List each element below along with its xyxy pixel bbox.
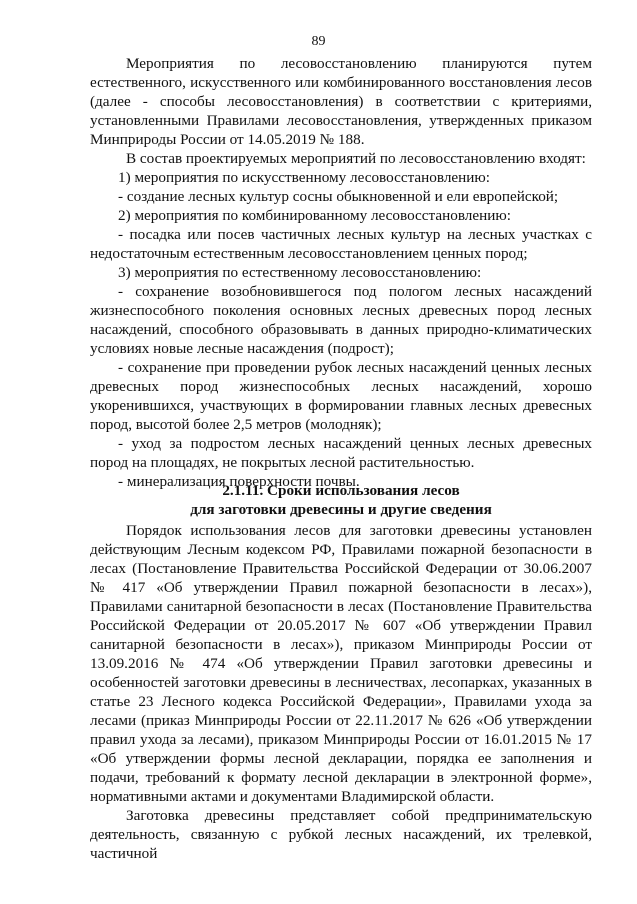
list-item-undergrowth-care: - уход за подростом лесных насаждений ценных лесных древесных пород на площадях, не покрытых лесной растительностью. (90, 435, 592, 471)
list-item-young-growth: - сохранение при проведении рубок лесных насаждений ценных лесных древесных пород жизнеспособных лесных насаждений, хорошо укоренившихся, участвующих в формировании главных лесных древесных пород, высотой более 2,5 метров (молодняк); (90, 359, 592, 433)
paragraph-planned-measures-intro: В состав проектируемых мероприятий по лесовосстановлению входят: (126, 150, 586, 167)
paragraph-logging-procedure: Порядок использования лесов для заготовки древесины установлен действующим Лесным кодексом РФ, Правилами пожарной безопасности в лесах (Постановление Правительства Российской Федерации от 30.06.2007 № 417 «Об утверждении Правил пожарной безопасности в лесах»), Правилами санитарной безопасности в лесах (Постановление Правительства Российской Федерации от 20.05.2017 № 607 «Об утверждении Правил санитарной безопасности в лесах»), приказом Минприроды России от 13.09.2016 № 474 «Об утверждении Правил заготовки древесины и особенностей заготовки древесины в лесничествах, лесопарках, указанных в статье 23 Лесного кодекса Российской Федерации», Правилами ухода за лесами (приказ Минприроды России от 22.11.2017 № 626 «Об утверждении правил ухода за лесами), приказом Минприроды России от 16.01.2015 № 17 «Об утверждении формы лесной декларации, порядка ее заполнения и подачи, требований к формату лесной декларации в электронной форме», нормативными актами и документами Владимирской области. (90, 522, 592, 805)
top-body-text (90, 54, 592, 491)
paragraph-timber-harvesting: Заготовка древесины представляет собой предпринимательскую деятельность, связанную с рубкой лесных насаждений, их трелевкой, частичной (90, 807, 592, 862)
page-number: 89 (311, 34, 326, 49)
section-heading-line1: 2.1.11. Сроки использования лесов (222, 482, 460, 499)
list-item-forest-crops: - создание лесных культур сосны обыкновенной и ели европейской; (118, 188, 559, 205)
section-heading (90, 481, 592, 519)
bottom-body-text (90, 521, 592, 863)
list-item-undergrowth: - сохранение возобновившегося под пологом лесных насаждений жизнеспособного поколения основных лесных древесных пород лесных насаждений, способного образовывать в данных природно-климатических условиях новые лесные насаждения (подрост); (90, 283, 592, 357)
paragraph-reforestation-methods: Мероприятия по лесовосстановлению планируются путем естественного, искусственного или комбинированного восстановления лесов (далее - способы лесовосстановления) в соответствии с критериями, установленными Правилами лесовосстановления, утвержденных приказом Минприроды России от 14.05.2019 № 188. (90, 55, 592, 148)
list-item-combined-header: 2) мероприятия по комбинированному лесовосстановлению: (118, 207, 511, 224)
list-item-natural-header: 3) мероприятия по естественному лесовосстановлению: (118, 264, 482, 281)
list-item-partial-crops: - посадка или посев частичных лесных культур на лесных участках с недостаточным естественным лесовосстановлением ценных пород; (90, 226, 592, 262)
list-item-artificial-header: 1) мероприятия по искусственному лесовосстановлению: (118, 169, 490, 186)
list-item-soil-mineralization: - минерализация поверхности почвы. (118, 473, 360, 490)
section-heading-line2: для заготовки древесины и другие сведения (190, 501, 492, 518)
